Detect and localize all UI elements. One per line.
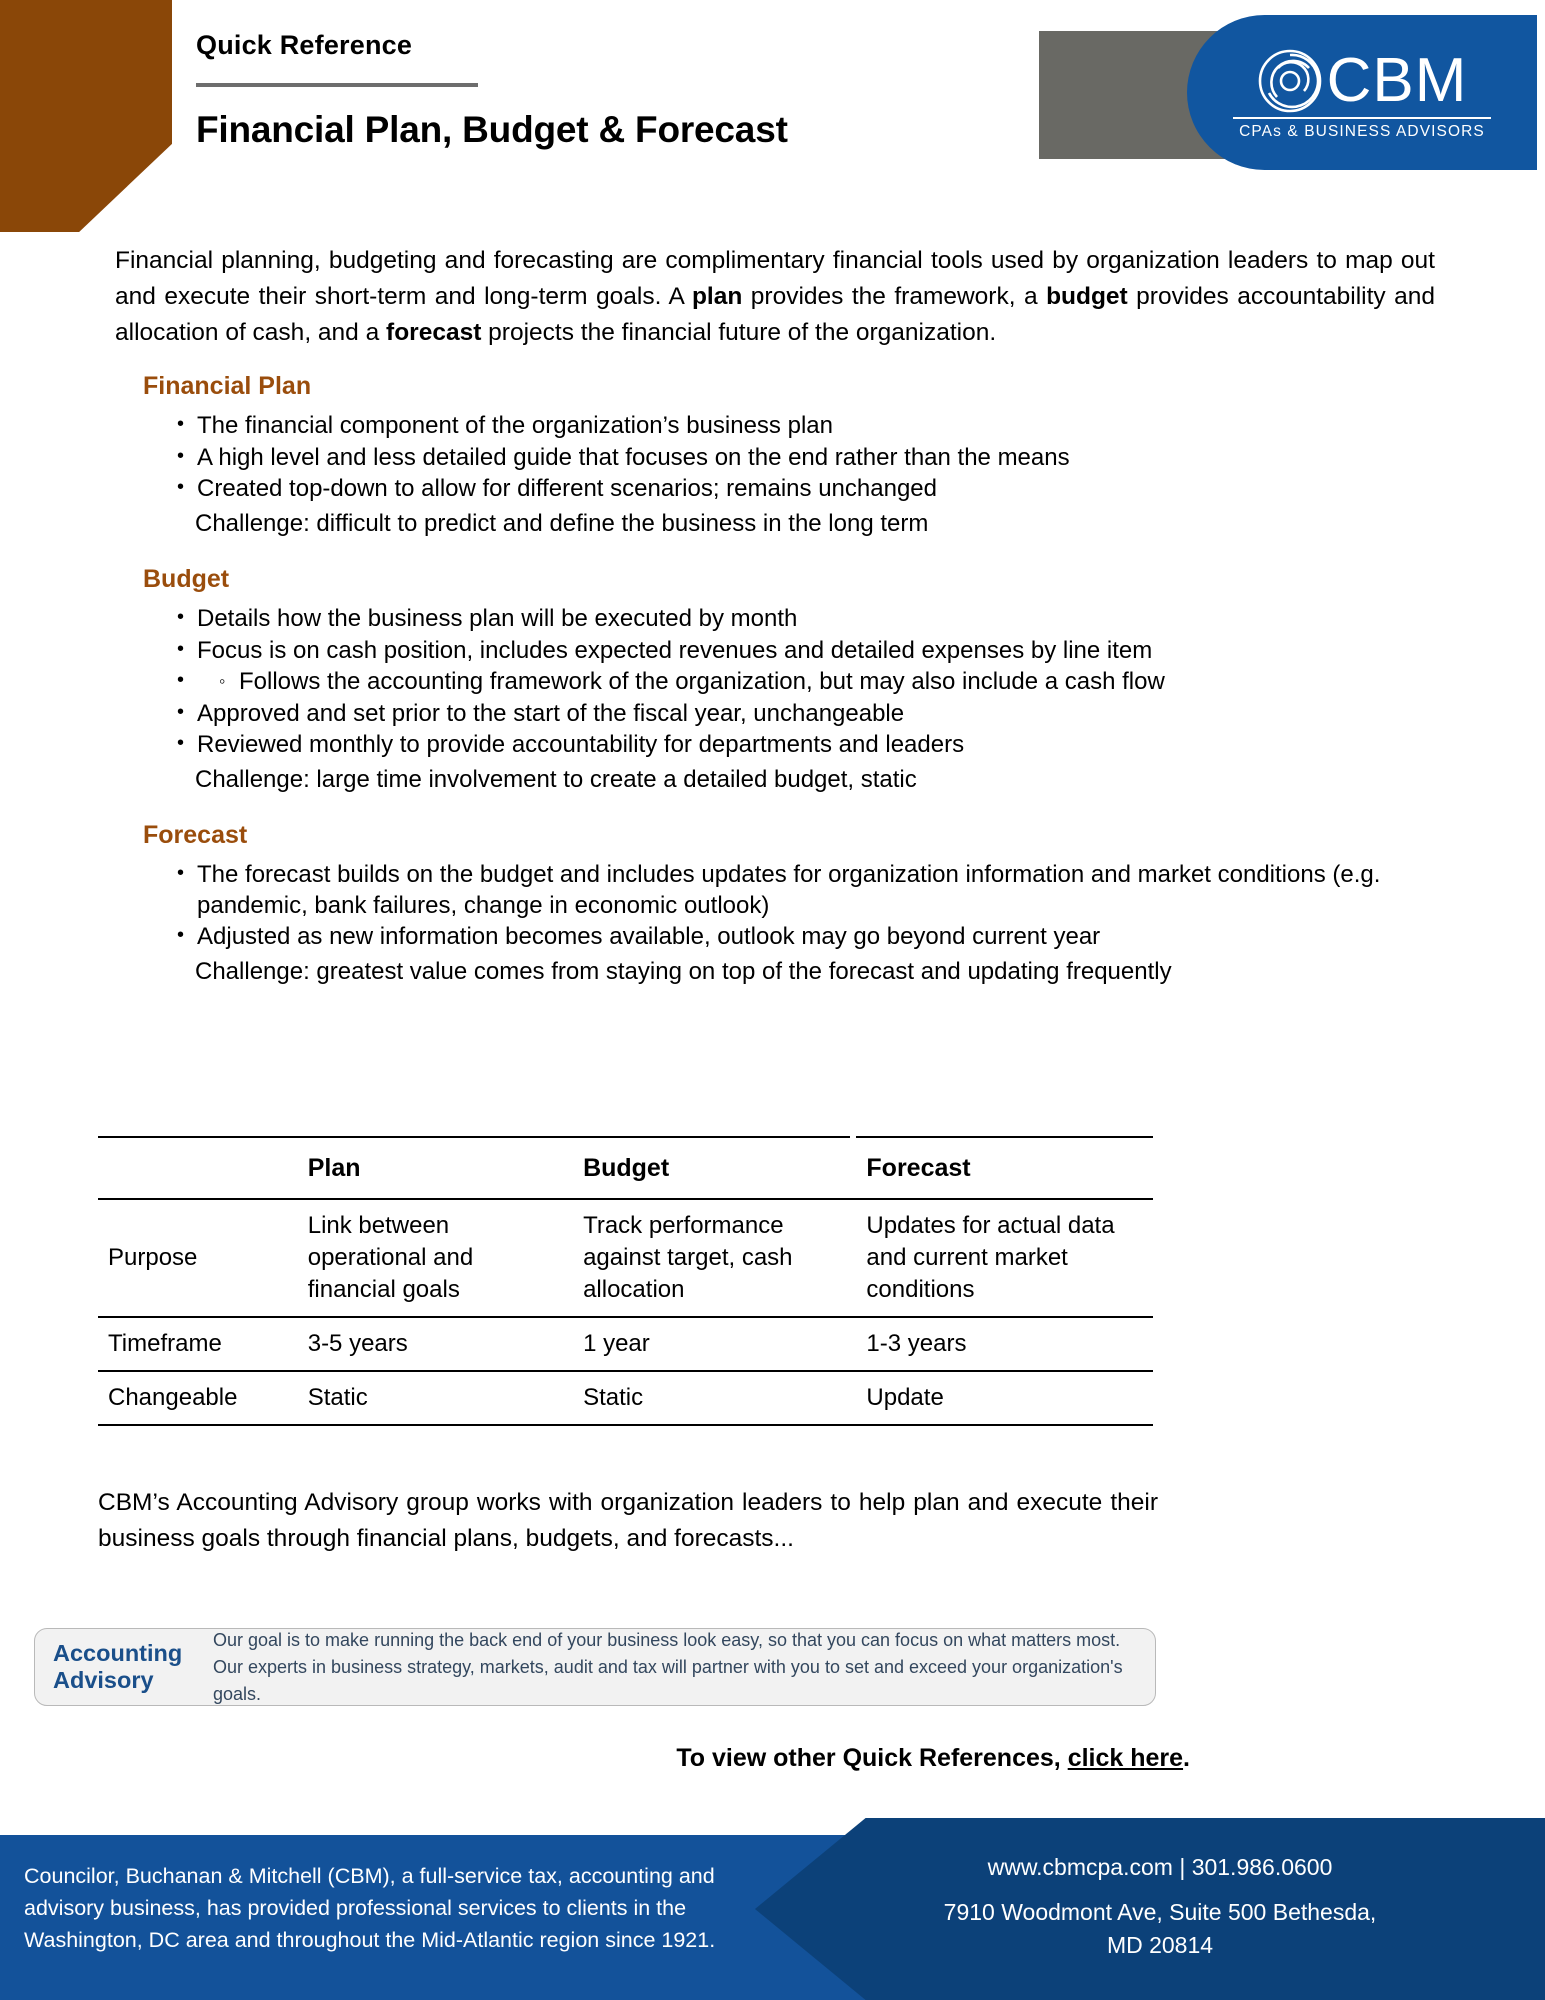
footer-address-line-1: 7910 Woodmont Ave, Suite 500 Bethesda, (943, 1899, 1377, 1925)
intro-part-1: Financial planning, budgeting and forecasting are complimentary financial tools used by organization leaders to map out and execute their short-term and long-term goals. A (115, 246, 1435, 310)
table-head (98, 1137, 1153, 1199)
cell-timeframe-budget: 1 year (575, 1317, 850, 1371)
cta-suffix: . (1183, 1744, 1190, 1772)
advisory-title-line-1: Accounting (53, 1640, 183, 1666)
page-title: Financial Plan, Budget & Forecast (196, 109, 788, 150)
footer-about-text: Councilor, Buchanan & Mitchell (CBM), a full-service tax, accounting and advisory business, has provided professional services to clients in the Washington, DC area and throughout the Mid-Atlantic region since 1921. (24, 1864, 716, 1952)
section-title: Forecast (143, 821, 248, 849)
footer-separator: | (1179, 1854, 1186, 1880)
comparison-table (98, 1136, 1153, 1426)
quick-references-cta (0, 1744, 1190, 1773)
logo-divider (1233, 117, 1491, 119)
table-corner-cell (98, 1137, 300, 1199)
header-divider (196, 83, 478, 87)
advisory-title (53, 1640, 205, 1694)
intro-bold-budget: budget (1046, 282, 1128, 310)
advisory-body-line-1: Our goal is to make running the back end of your business look easy, so that you can focus on what matters most. (213, 1629, 1121, 1650)
table-body (98, 1199, 1153, 1425)
column-header-budget: Budget (575, 1137, 850, 1199)
challenge-note: Challenge: large time involvement to create a detailed budget, static (195, 765, 917, 793)
intro-part-3: provides accountability and allocation of cash, and a (115, 282, 1436, 346)
list-item: • The financial component of the organization’s business plan (115, 411, 1445, 442)
footer-contact (790, 1850, 1530, 1962)
rule-gap-notch (850, 1410, 856, 1413)
challenge-note: Challenge: greatest value comes from staying on top of the forecast and updating frequently (195, 957, 1172, 985)
list-item: • Focus is on cash position, includes expected revenues and detailed expenses by line item (115, 636, 1445, 667)
table-row (98, 1199, 1153, 1317)
column-header-forecast: Forecast (850, 1137, 1153, 1199)
cell-timeframe-plan: 3-5 years (300, 1317, 575, 1371)
closing-paragraph: CBM’s Accounting Advisory group works with organization leaders to help plan and execute their business goals through financial plans, budgets, and forecasts... (98, 1488, 1158, 1552)
challenge-note: Challenge: difficult to predict and define the business in the long term (195, 509, 929, 537)
row-label-timeframe: Timeframe (98, 1317, 300, 1371)
accounting-advisory-callout (34, 1628, 1156, 1706)
intro-part-2: provides the framework, a (742, 282, 1047, 310)
list-item: • The forecast builds on the budget and includes updates for organization information and market conditions (e.g. pandemic, bank failures, change in economic outlook) (115, 860, 1445, 921)
footer-contact-line (790, 1850, 1530, 1884)
row-label-changeable: Changeable (98, 1371, 300, 1425)
rule-gap-notch (850, 1357, 856, 1360)
logo-wordmark: CBM (1326, 46, 1468, 116)
column-header-plan: Plan (300, 1137, 575, 1199)
logo-wordmark-row (1257, 48, 1468, 114)
rule-gap-notch (850, 1304, 856, 1307)
rule-gap-notch (850, 1136, 856, 1139)
brown-corner-decoration (0, 0, 172, 232)
comparison-table-wrapper (98, 1136, 1153, 1426)
cell-changeable-budget: Static (575, 1371, 850, 1425)
cbm-logo (997, 14, 1545, 176)
advisory-body-line-2: Our experts in business strategy, markets, audit and tax will partner with you to set and exceed your organization's goals. (213, 1656, 1123, 1704)
row-label-purpose: Purpose (98, 1199, 300, 1317)
advisory-body (213, 1627, 1141, 1708)
intro-paragraph (115, 243, 1435, 351)
bullet-list (115, 411, 1445, 505)
table-row (98, 1317, 1153, 1371)
list-item: • A high level and less detailed guide that focuses on the end rather than the means (115, 443, 1445, 474)
cell-timeframe-forecast: 1-3 years (850, 1317, 1153, 1371)
section-title: Financial Plan (143, 372, 312, 400)
intro-part-4: projects the financial future of the organization. (481, 318, 997, 346)
footer-website[interactable]: www.cbmcpa.com (987, 1854, 1173, 1880)
list-item: • Reviewed monthly to provide accountability for departments and leaders (115, 730, 1445, 761)
footer-address-line-2: MD 20814 (1106, 1932, 1214, 1958)
concentric-spiral-icon (1257, 48, 1323, 114)
intro-bold-plan: plan (691, 282, 743, 310)
logo-tagline (1239, 123, 1485, 141)
cell-changeable-forecast: Update (850, 1371, 1153, 1425)
table-header-row (98, 1137, 1153, 1199)
sub-bullet-list (197, 667, 1445, 698)
bullet-list (115, 604, 1445, 761)
sections-container (115, 372, 1445, 1013)
cell-purpose-budget: Track performance against target, cash allocation (575, 1199, 850, 1317)
list-item: • Approved and set prior to the start of the fiscal year, unchangeable (115, 699, 1445, 730)
footer-address (790, 1896, 1530, 1962)
kicker-label: Quick Reference (196, 30, 413, 60)
bullet-list (115, 860, 1445, 953)
section-budget (115, 565, 1445, 795)
intro-bold-forecast: forecast (386, 318, 482, 346)
list-item: • Adjusted as new information becomes available, outlook may go beyond current year (115, 922, 1445, 953)
cell-changeable-plan: Static (300, 1371, 575, 1425)
logo-tagline-cpas: CPAs (1239, 122, 1282, 140)
advisory-title-line-2: Advisory (53, 1667, 154, 1693)
section-title: Budget (143, 565, 230, 593)
sub-list-wrapper (115, 667, 1445, 698)
table-row (98, 1371, 1153, 1425)
logo-tagline-rest: & BUSINESS ADVISORS (1287, 122, 1485, 140)
list-item: • Created top-down to allow for different scenarios; remains unchanged (115, 474, 1445, 505)
sub-list-item: ◦ • Follows the accounting framework of the organization, but may also include a cash flow (197, 667, 1445, 698)
section-forecast (115, 821, 1445, 987)
section-financial-plan (115, 372, 1445, 539)
cell-purpose-plan: Link between operational and financial goals (300, 1199, 575, 1317)
footer-phone[interactable]: 301.986.0600 (1191, 1854, 1333, 1880)
click-here-link[interactable]: click here (1067, 1744, 1184, 1772)
logo-blue-panel (1187, 15, 1537, 170)
rule-gap-notch (850, 1201, 856, 1204)
cell-purpose-forecast: Updates for actual data and current market conditions (850, 1199, 1153, 1317)
list-item: • Details how the business plan will be executed by month (115, 604, 1445, 635)
cta-prefix: To view other Quick References, (676, 1744, 1068, 1772)
page-header (196, 30, 1096, 151)
